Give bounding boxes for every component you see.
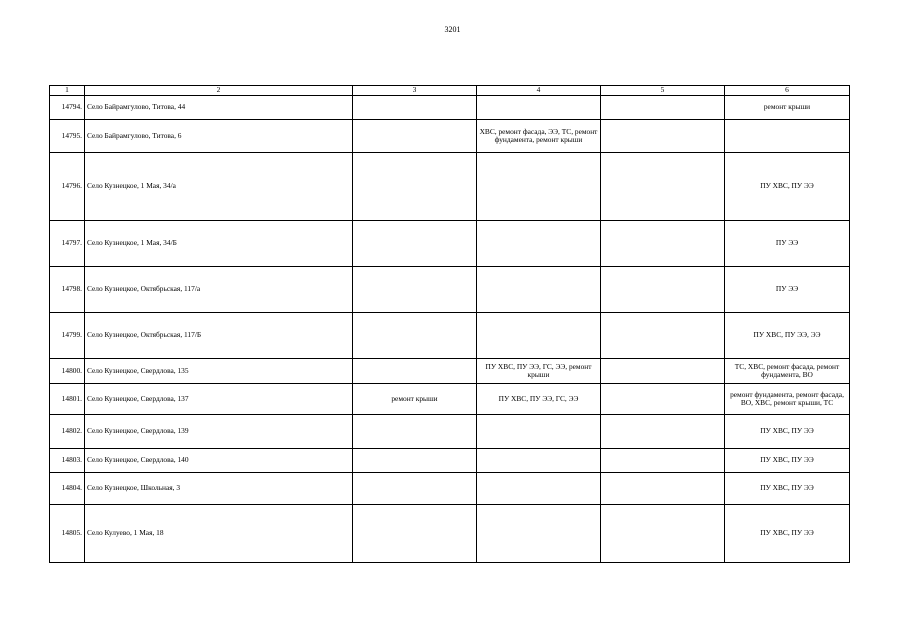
cell-col4 (477, 473, 601, 505)
cell-col5 (601, 384, 725, 415)
row-number: 14805. (50, 505, 85, 563)
cell-col5 (601, 359, 725, 384)
row-address: Село Кузнецкое, Свердлова, 135 (85, 359, 353, 384)
row-number: 14802. (50, 415, 85, 449)
table-row (50, 473, 850, 505)
cell-col6: ремонт крыши (725, 96, 850, 120)
cell-col6 (725, 120, 850, 153)
table-row (50, 505, 850, 563)
row-number: 14794. (50, 96, 85, 120)
cell-col3 (353, 267, 477, 313)
cell-col3 (353, 120, 477, 153)
row-address: Село Кузнецкое, Октябрьская, 117/Б (85, 313, 353, 359)
table-row (50, 120, 850, 153)
header-cell: 2 (85, 86, 353, 96)
row-number: 14798. (50, 267, 85, 313)
row-address: Село Кузнецкое, Школьная, 3 (85, 473, 353, 505)
cell-col4 (477, 96, 601, 120)
cell-col6: ремонт фундамента, ремонт фасада, ВО, ХВС, ремонт крыши, ТС (725, 384, 850, 415)
row-address: Село Кузнецкое, 1 Мая, 34/Б (85, 221, 353, 267)
cell-col4 (477, 313, 601, 359)
cell-col3 (353, 415, 477, 449)
row-address: Село Кузнецкое, 1 Мая, 34/а (85, 153, 353, 221)
cell-col6: ПУ ХВС, ПУ ЭЭ, ЭЭ (725, 313, 850, 359)
table-row (50, 313, 850, 359)
row-address: Село Кузнецкое, Свердлова, 137 (85, 384, 353, 415)
cell-col4 (477, 449, 601, 473)
cell-col6: ПУ ХВС, ПУ ЭЭ (725, 415, 850, 449)
cell-col3 (353, 505, 477, 563)
cell-col4 (477, 415, 601, 449)
header-cell: 6 (725, 86, 850, 96)
cell-col3 (353, 473, 477, 505)
cell-col3 (353, 96, 477, 120)
table-row (50, 153, 850, 221)
header-cell: 1 (50, 86, 85, 96)
row-address: Село Байрамгулово, Титова, 6 (85, 120, 353, 153)
table-row (50, 96, 850, 120)
header-row (50, 86, 850, 96)
row-number: 14800. (50, 359, 85, 384)
table-row (50, 359, 850, 384)
cell-col6: ПУ ЭЭ (725, 267, 850, 313)
table-row (50, 221, 850, 267)
registry-table (49, 85, 850, 563)
cell-col3 (353, 449, 477, 473)
header-cell: 3 (353, 86, 477, 96)
cell-col4 (477, 153, 601, 221)
table-row (50, 384, 850, 415)
cell-col5 (601, 415, 725, 449)
row-number: 14803. (50, 449, 85, 473)
header-cell: 4 (477, 86, 601, 96)
cell-col4: ПУ ХВС, ПУ ЭЭ, ГС, ЭЭ (477, 384, 601, 415)
cell-col4 (477, 221, 601, 267)
header-cell: 5 (601, 86, 725, 96)
cell-col6: ПУ ЭЭ (725, 221, 850, 267)
page-number: 3201 (444, 25, 461, 34)
cell-col5 (601, 153, 725, 221)
cell-col5 (601, 313, 725, 359)
row-number: 14795. (50, 120, 85, 153)
cell-col6: ПУ ХВС, ПУ ЭЭ (725, 505, 850, 563)
row-number: 14804. (50, 473, 85, 505)
cell-col4 (477, 267, 601, 313)
cell-col4: ПУ ХВС, ПУ ЭЭ, ГС, ЭЭ, ремонт крыши (477, 359, 601, 384)
cell-col6: ТС, ХВС, ремонт фасада, ремонт фундамента, ВО (725, 359, 850, 384)
cell-col3 (353, 313, 477, 359)
row-number: 14797. (50, 221, 85, 267)
table-row (50, 267, 850, 313)
cell-col5 (601, 96, 725, 120)
row-address: Село Байрамгулово, Титова, 44 (85, 96, 353, 120)
cell-col5 (601, 449, 725, 473)
cell-col3 (353, 359, 477, 384)
cell-col6: ПУ ХВС, ПУ ЭЭ (725, 153, 850, 221)
cell-col4: ХВС, ремонт фасада, ЭЭ, ТС, ремонт фундамента, ремонт крыши (477, 120, 601, 153)
cell-col5 (601, 267, 725, 313)
row-number: 14801. (50, 384, 85, 415)
row-address: Село Кузнецкое, Свердлова, 140 (85, 449, 353, 473)
cell-col5 (601, 120, 725, 153)
cell-col5 (601, 505, 725, 563)
cell-col3: ремонт крыши (353, 384, 477, 415)
table-row (50, 415, 850, 449)
row-address: Село Кузнецкое, Свердлова, 139 (85, 415, 353, 449)
cell-col4 (477, 505, 601, 563)
row-address: Село Кулуево, 1 Мая, 18 (85, 505, 353, 563)
cell-col3 (353, 153, 477, 221)
table-row (50, 449, 850, 473)
cell-col6: ПУ ХВС, ПУ ЭЭ (725, 473, 850, 505)
cell-col3 (353, 221, 477, 267)
row-number: 14799. (50, 313, 85, 359)
row-address: Село Кузнецкое, Октябрьская, 117/а (85, 267, 353, 313)
cell-col5 (601, 221, 725, 267)
cell-col5 (601, 473, 725, 505)
cell-col6: ПУ ХВС, ПУ ЭЭ (725, 449, 850, 473)
row-number: 14796. (50, 153, 85, 221)
